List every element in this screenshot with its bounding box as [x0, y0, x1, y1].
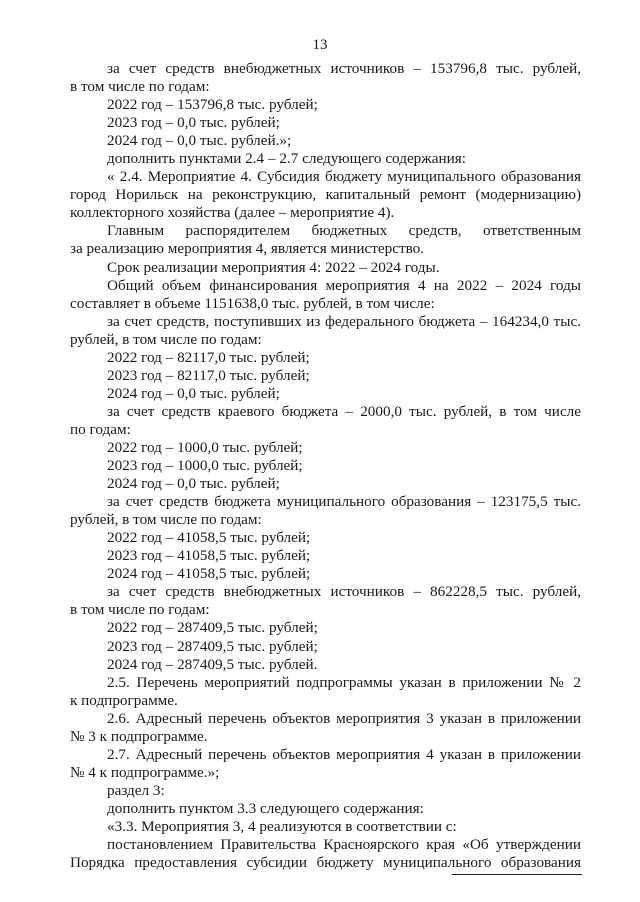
text-line: 2023 год – 287409,5 тыс. рублей;	[107, 637, 318, 655]
text-line: 2.5. Перечень мероприятий подпрограммы указан в приложении № 2	[107, 673, 581, 691]
text-line: в том числе по годам:	[70, 78, 210, 96]
text-line: Главным распорядителем бюджетных средств, ответственным	[107, 222, 581, 240]
text-line: за реализацию мероприятия 4, является министерство.	[70, 240, 425, 258]
text-line: 2023 год – 41058,5 тыс. рублей;	[107, 547, 311, 565]
text-line: за счет средств внебюджетных источников – 862228,5 тыс. рублей,	[107, 583, 581, 601]
text-line: за счет средств, поступивших из федерального бюджета – 164234,0 тыс.	[107, 312, 581, 330]
text-line: 2024 год – 0,0 тыс. рублей.»;	[107, 132, 292, 150]
text-line: за счет средств бюджета муниципального образования – 123175,5 тыс.	[107, 493, 581, 511]
text-line: № 4 к подпрограмме.»;	[70, 763, 220, 781]
text-line: дополнить пунктами 2.4 – 2.7 следующего содержания:	[107, 150, 466, 168]
text-line: постановлением Правительства Красноярского края «Об утверждении	[107, 836, 581, 854]
document-body	[70, 60, 581, 872]
text-line: 2022 год – 82117,0 тыс. рублей;	[107, 348, 310, 366]
text-line: к подпрограмме.	[70, 691, 178, 709]
text-line: составляет в объеме 1151638,0 тыс. рублей, в том числе:	[70, 294, 435, 312]
text-line: 2022 год – 153796,8 тыс. рублей;	[107, 96, 318, 114]
text-line: 2024 год – 0,0 тыс. рублей;	[107, 384, 280, 402]
text-line: рублей, в том числе по годам:	[70, 330, 262, 348]
text-line: 2022 год – 41058,5 тыс. рублей;	[107, 529, 311, 547]
text-line: в том числе по годам:	[70, 601, 210, 619]
text-line: раздел 3:	[107, 781, 165, 799]
text-line: 2.6. Адресный перечень объектов мероприятия 3 указан в приложении	[107, 709, 581, 727]
text-line: город Норильск на реконструкцию, капитальный ремонт (модернизацию)	[70, 186, 581, 204]
text-line: по годам:	[70, 420, 131, 438]
page-number: 13	[312, 37, 328, 53]
text-line: за счет средств внебюджетных источников – 153796,8 тыс. рублей,	[107, 60, 581, 77]
text-line: 2023 год – 82117,0 тыс. рублей;	[107, 366, 310, 384]
text-line: « 2.4. Мероприятие 4. Субсидия бюджету муниципального образования	[107, 168, 581, 186]
text-line: дополнить пунктом 3.3 следующего содержания:	[107, 799, 424, 817]
text-line: 2022 год – 1000,0 тыс. рублей;	[107, 438, 303, 456]
text-line: коллекторного хозяйства (далее – мероприятие 4).	[70, 204, 395, 222]
text-line: Общий объем финансирования мероприятия 4 на 2022 – 2024 годы	[107, 276, 581, 294]
text-line: 2023 год – 1000,0 тыс. рублей;	[107, 457, 303, 475]
text-line: 2024 год – 287409,5 тыс. рублей.	[107, 655, 318, 673]
text-line: 2022 год – 287409,5 тыс. рублей;	[107, 619, 318, 637]
text-line: 2024 год – 41058,5 тыс. рублей;	[107, 565, 311, 583]
text-line: 2.7. Адресный перечень объектов мероприятия 4 указан в приложении	[107, 745, 581, 763]
text-line: 2023 год – 0,0 тыс. рублей;	[107, 114, 280, 132]
text-line: Порядка предоставления субсидии бюджету муниципального образования	[70, 854, 581, 872]
text-line: за счет средств краевого бюджета – 2000,0 тыс. рублей, в том числе	[107, 402, 581, 420]
text-line: «3.3. Мероприятия 3, 4 реализуются в соответствии с:	[107, 817, 457, 835]
text-line: № 3 к подпрограмме.	[70, 727, 208, 745]
footer-rule	[452, 874, 582, 875]
text-line: Срок реализации мероприятия 4: 2022 – 2024 годы.	[107, 258, 440, 276]
text-line: 2024 год – 0,0 тыс. рублей;	[107, 475, 280, 493]
text-line: рублей, в том числе по годам:	[70, 511, 262, 529]
